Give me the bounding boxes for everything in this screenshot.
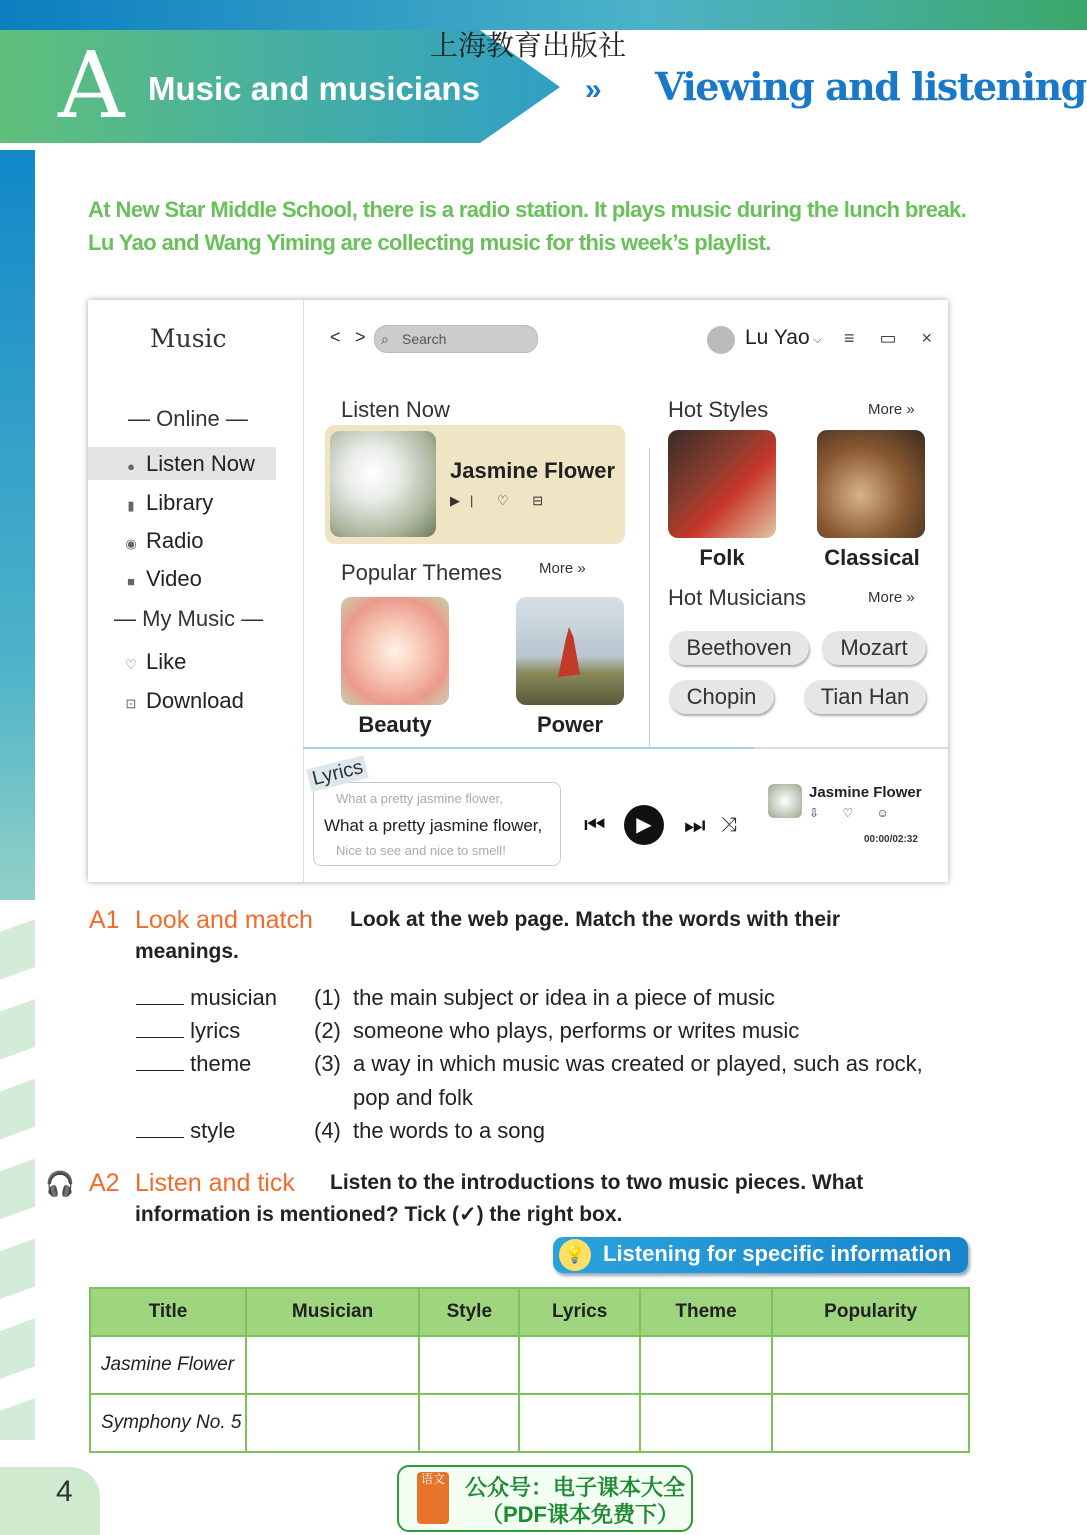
meaning-number: (1): [314, 985, 341, 1010]
sidebar-item-label: Radio: [146, 528, 204, 553]
theme-beauty-label[interactable]: Beauty: [358, 712, 432, 737]
stamp-line-2: （PDF课本免费下）: [481, 1502, 680, 1527]
match-word-musician: [136, 985, 277, 1011]
left-decor-stripes: [0, 900, 35, 1440]
user-name[interactable]: Lu Yao: [745, 326, 810, 349]
table-header-popularity: Popularity: [772, 1288, 969, 1336]
row-title: Jasmine Flower: [90, 1336, 246, 1394]
tick-box[interactable]: [519, 1336, 639, 1394]
answer-blank[interactable]: [136, 1070, 184, 1071]
match-word: style: [190, 1118, 236, 1143]
next-track-icon[interactable]: ⏭: [684, 812, 706, 839]
watermark-stamp: [397, 1465, 693, 1532]
book-icon: 语文: [417, 1472, 449, 1524]
sidebar-header-my-music: — My Music —: [114, 606, 264, 631]
sidebar-item-radio[interactable]: [88, 524, 276, 557]
table-row: [90, 1394, 969, 1452]
strategy-label: Listening for specific information: [603, 1241, 952, 1266]
table-header-title: Title: [90, 1288, 246, 1336]
search-input[interactable]: [374, 325, 538, 353]
download-icon: ⊡: [125, 696, 137, 711]
task-a2-instruction: Listen to the introductions to two music pieces. What: [330, 1171, 864, 1194]
sidebar-item-label: Like: [146, 649, 187, 674]
publisher-watermark: 上海教育出版社: [430, 29, 627, 62]
row-title: Symphony No. 5: [90, 1394, 246, 1452]
meaning-text: someone who plays, performs or writes music: [353, 1018, 800, 1043]
chevron-down-icon[interactable]: ⌵: [813, 332, 823, 346]
tick-box[interactable]: [419, 1394, 519, 1452]
sidebar-item-label: Library: [146, 490, 214, 515]
listen-now-card[interactable]: [325, 425, 625, 544]
theme-power-label[interactable]: Power: [536, 712, 604, 737]
lyrics-line-previous: What a pretty jasmine flower,: [336, 791, 503, 806]
musician-chip-tian-han[interactable]: Tian Han: [804, 680, 926, 714]
power-image[interactable]: [516, 597, 624, 705]
page-number: 4: [56, 1475, 73, 1508]
task-a2-number: A2: [89, 1169, 120, 1197]
back-button[interactable]: <: [330, 327, 341, 347]
style-folk-label[interactable]: Folk: [699, 545, 745, 570]
task-a1-instruction-cont: meanings.: [135, 940, 239, 963]
unit-title: Music and musicians: [148, 70, 480, 107]
app-logo: Music: [150, 324, 227, 353]
meaning-number: (2): [314, 1018, 341, 1043]
match-word: lyrics: [190, 1018, 241, 1043]
previous-track-icon[interactable]: ⏮: [584, 812, 606, 839]
strategy-badge: [553, 1237, 968, 1273]
meaning-text: pop and folk: [353, 1085, 473, 1110]
listen-now-heading: Listen Now: [341, 397, 450, 422]
progress-divider: [303, 747, 948, 749]
answer-blank[interactable]: [136, 1137, 184, 1138]
tick-box[interactable]: [519, 1394, 639, 1452]
shuffle-icon[interactable]: ⤨: [721, 814, 737, 836]
task-a2-instruction-cont: information is mentioned? Tick (✓) the right box.: [135, 1203, 623, 1226]
lyrics-panel: [313, 782, 561, 866]
musician-chip-mozart[interactable]: Mozart: [822, 631, 926, 665]
music-app-mockup: [88, 300, 948, 882]
tick-box[interactable]: [772, 1394, 969, 1452]
sidebar-item-label: Download: [146, 688, 244, 713]
musician-chip-chopin[interactable]: Chopin: [669, 680, 774, 714]
section-title: Viewing and listening: [655, 64, 1086, 109]
match-word-lyrics: [136, 1018, 240, 1044]
sidebar-item-video[interactable]: [88, 562, 276, 595]
play-button[interactable]: ▶: [624, 805, 664, 845]
task-a2-name: Listen and tick: [135, 1169, 295, 1197]
task-a1-instruction: Look at the web page. Match the words with their: [350, 908, 841, 931]
divider: [649, 448, 650, 748]
task-a1-number: A1: [89, 906, 120, 934]
meaning-number: (3): [314, 1051, 341, 1076]
tick-box[interactable]: [246, 1336, 419, 1394]
avatar[interactable]: [707, 326, 735, 354]
now-playing-action-icons[interactable]: ⇩ ♡ ☺: [809, 806, 899, 820]
sidebar-item-like[interactable]: [88, 645, 276, 678]
hot-styles-heading: Hot Styles: [668, 397, 769, 422]
table-row: [90, 1336, 969, 1394]
app-sidebar: [88, 300, 304, 882]
tick-box[interactable]: [246, 1394, 419, 1452]
sidebar-header-online: — Online —: [128, 406, 248, 431]
hot-musicians-more-link[interactable]: More »: [868, 589, 915, 606]
window-controls[interactable]: ≡ ▭ ×: [844, 328, 943, 348]
match-word: musician: [190, 985, 277, 1010]
now-playing-thumbnail: [768, 784, 802, 818]
table-header-style: Style: [419, 1288, 519, 1336]
match-word-style: [136, 1118, 235, 1144]
search-icon: ⌕: [381, 331, 389, 347]
meaning-text: the main subject or idea in a piece of music: [353, 985, 775, 1010]
answer-blank[interactable]: [136, 1004, 184, 1005]
power-figure: [558, 627, 580, 677]
answer-blank[interactable]: [136, 1037, 184, 1038]
unit-letter: A: [58, 32, 125, 139]
table-header-musician: Musician: [246, 1288, 419, 1336]
lyrics-line-current: What a pretty jasmine flower,: [324, 816, 543, 835]
listening-tick-table: [89, 1287, 970, 1453]
stamp-line-1: 公众号：电子课本大全: [465, 1475, 686, 1500]
double-arrow-icon: »: [585, 73, 594, 106]
classical-image[interactable]: [817, 430, 925, 538]
library-icon: ▮: [127, 498, 135, 513]
video-icon: ■: [127, 574, 135, 589]
meaning-text: a way in which music was created or played, such as rock,: [353, 1051, 923, 1076]
hot-musicians-heading: Hot Musicians: [668, 585, 807, 610]
musician-chip-beethoven[interactable]: Beethoven: [669, 631, 809, 665]
card-action-icons[interactable]: ▶| ♡ ⊟: [450, 493, 554, 508]
style-classical-label[interactable]: Classical: [824, 545, 920, 570]
forward-button[interactable]: >: [355, 327, 366, 347]
lightbulb-icon: 💡: [559, 1239, 591, 1271]
hot-styles-more-link[interactable]: More »: [868, 401, 915, 418]
play-circle-icon: ●: [127, 459, 135, 474]
table-header-lyrics: Lyrics: [519, 1288, 639, 1336]
meaning-number: (4): [314, 1118, 341, 1143]
popular-themes-heading: Popular Themes: [341, 560, 503, 585]
table-header-row: [90, 1288, 969, 1336]
lyrics-tag: Lyrics: [306, 755, 369, 792]
sidebar-item-library[interactable]: [88, 486, 276, 519]
jasmine-flower-image: [330, 431, 436, 537]
tick-box[interactable]: [419, 1336, 519, 1394]
search-placeholder: Search: [402, 331, 447, 347]
lyrics-line-next: Nice to see and nice to smell!: [336, 843, 506, 858]
sidebar-item-listen-now[interactable]: [88, 447, 276, 480]
meaning-text: the words to a song: [353, 1118, 546, 1143]
sidebar-item-download[interactable]: [88, 684, 276, 717]
heart-icon: ♡: [125, 657, 137, 672]
sidebar-item-label: Video: [146, 566, 202, 591]
beauty-image[interactable]: [341, 597, 449, 705]
now-playing-title: Jasmine Flower: [809, 784, 922, 801]
tick-box[interactable]: [640, 1394, 772, 1452]
playback-time: 00:00/02:32: [864, 834, 918, 845]
match-word-theme: [136, 1051, 251, 1077]
table-header-theme: Theme: [640, 1288, 772, 1336]
headphones-icon: 🎧: [45, 1171, 75, 1198]
popular-themes-more-link[interactable]: More »: [539, 560, 586, 577]
tick-box[interactable]: [772, 1336, 969, 1394]
task-a1-name: Look and match: [135, 906, 313, 934]
intro-text: At New Star Middle School, there is a radio station. It plays music during the lunch break. Lu Yao and Wang Yiming are collecting music for this week’s playlist.: [88, 197, 967, 255]
page-number-tab: [0, 1467, 100, 1535]
radio-icon: ◉: [125, 536, 137, 551]
match-word: theme: [190, 1051, 252, 1076]
card-title: Jasmine Flower: [450, 458, 616, 483]
sidebar-item-label: Listen Now: [146, 451, 255, 476]
folk-image[interactable]: [668, 430, 776, 538]
tick-box[interactable]: [640, 1336, 772, 1394]
